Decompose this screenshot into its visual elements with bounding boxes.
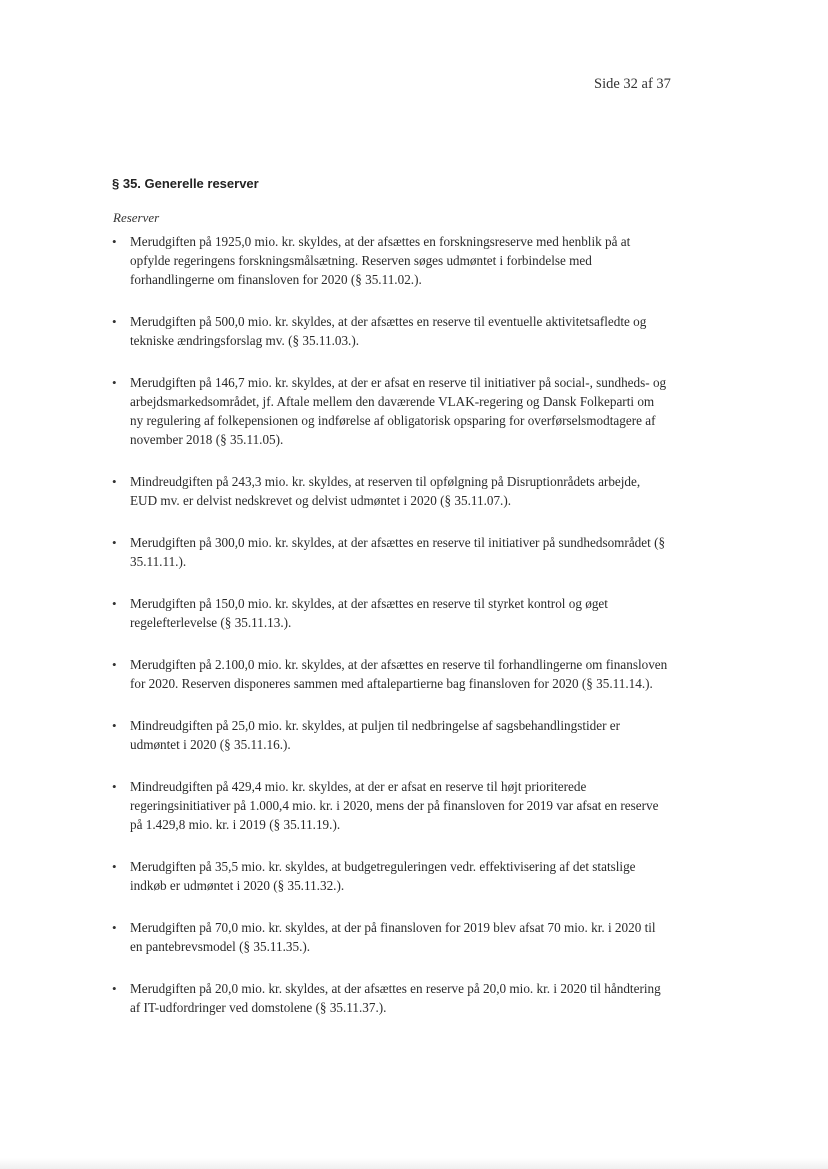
- list-item: [110, 312, 670, 350]
- list-item-text: Merudgiften på 2.100,0 mio. kr. skyldes, at der afsættes en reserve til forhandlingerne om finansloven for 2020. Reserven disponeres sammen med aftalepartierne bag finansloven for 2020 (§ 35.11.14.).: [130, 657, 668, 691]
- bullet-icon: •: [112, 314, 117, 329]
- bullet-icon: •: [112, 596, 117, 611]
- page-edge-shadow: [0, 1158, 828, 1169]
- bullet-list: [110, 232, 670, 1040]
- list-item-text: Merudgiften på 150,0 mio. kr. skyldes, at der afsættes en reserve til styrket kontrol og øget regelefterlevelse (§ 35.11.13.).: [130, 596, 608, 630]
- bullet-icon: •: [112, 779, 117, 794]
- bullet-icon: •: [112, 474, 117, 489]
- list-item-text: Merudgiften på 500,0 mio. kr. skyldes, at der afsættes en reserve til eventuelle aktivitetsafledte og tekniske ændringsforslag mv. (§ 35.11.03.).: [130, 314, 647, 348]
- bullet-icon: •: [112, 859, 117, 874]
- subheading: Reserver: [113, 210, 160, 225]
- page-number: Side 32 af 37: [594, 76, 671, 92]
- list-item: [110, 533, 670, 571]
- list-item: [110, 857, 670, 895]
- list-item-text: Mindreudgiften på 243,3 mio. kr. skyldes, at reserven til opfølgning på Disruptionrådets arbejde, EUD mv. er delvist nedskrevet og delvist udmøntet i 2020 (§ 35.11.07.).: [130, 474, 641, 508]
- list-item: [110, 594, 670, 632]
- list-item: [110, 232, 670, 289]
- section-heading: § 35. Generelle reserver: [112, 176, 259, 191]
- list-item-text: Mindreudgiften på 25,0 mio. kr. skyldes, at puljen til nedbringelse af sagsbehandlingstider er udmøntet i 2020 (§ 35.11.16.).: [130, 718, 621, 752]
- list-item-text: Merudgiften på 300,0 mio. kr. skyldes, at der afsættes en reserve til initiativer på sundhedsområdet (§ 35.11.11.).: [130, 535, 666, 569]
- list-item-text: Merudgiften på 1925,0 mio. kr. skyldes, at der afsættes en forskningsreserve med henblik på at opfylde regeringens forskningsmålsætning. Reserven søges udmøntet i forbindelse med forhandlingerne om finansloven for 2020 (§ 35.11.02.).: [130, 234, 631, 287]
- list-item: [110, 472, 670, 510]
- list-item-text: Merudgiften på 70,0 mio. kr. skyldes, at der på finansloven for 2019 blev afsat 70 mio. kr. i 2020 til en pantebrevsmodel (§ 35.11.35.).: [130, 920, 656, 954]
- list-item-text: Mindreudgiften på 429,4 mio. kr. skyldes, at der er afsat en reserve til højt prioriterede regeringsinitiativer på 1.000,4 mio. kr. i 2020, mens der på finansloven for 2019 var afsat en reserve på 1.429,8 mio. kr. i 2019 (§ 35.11.19.).: [130, 779, 659, 832]
- list-item-text: Merudgiften på 146,7 mio. kr. skyldes, at der er afsat en reserve til initiativer på social-, sundheds- og arbejdsmarkedsområdet, jf. Aftale mellem den daværende VLAK-regering og Dansk Folkeparti om ny regulering af folkepensionen og indførelse af obligatorisk opsparing for overførselsmodtagere af november 2018 (§ 35.11.05).: [130, 375, 667, 447]
- bullet-icon: •: [112, 234, 117, 249]
- bullet-icon: •: [112, 920, 117, 935]
- bullet-icon: •: [112, 375, 117, 390]
- list-item: [110, 655, 670, 693]
- list-item-text: Merudgiften på 20,0 mio. kr. skyldes, at der afsættes en reserve på 20,0 mio. kr. i 2020 til håndtering af IT-udfordringer ved domstolene (§ 35.11.37.).: [130, 981, 661, 1015]
- bullet-icon: •: [112, 535, 117, 550]
- list-item: [110, 716, 670, 754]
- bullet-icon: •: [112, 981, 117, 996]
- list-item: [110, 979, 670, 1017]
- list-item-text: Merudgiften på 35,5 mio. kr. skyldes, at budgetreguleringen vedr. effektivisering af det statslige indkøb er udmøntet i 2020 (§ 35.11.32.).: [130, 859, 636, 893]
- list-item: [110, 918, 670, 956]
- list-item: [110, 373, 670, 449]
- bullet-icon: •: [112, 718, 117, 733]
- list-item: [110, 777, 670, 834]
- bullet-icon: •: [112, 657, 117, 672]
